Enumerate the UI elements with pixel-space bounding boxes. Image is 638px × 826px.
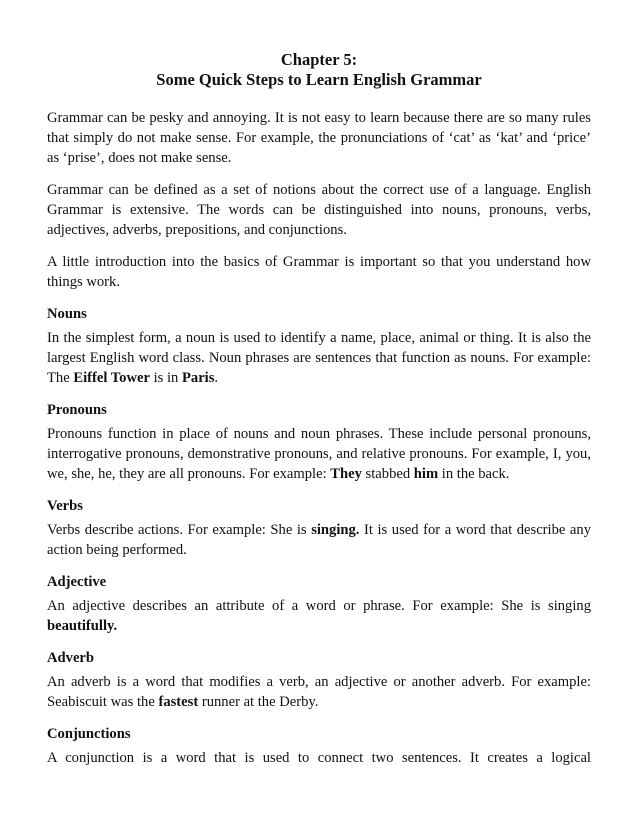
- adverb-text-1: An adverb is a word that modifies a verb, an adjective or another adverb. For example: Seabiscuit was the: [47, 674, 591, 710]
- intro-paragraph-2: Grammar can be defined as a set of notions about the correct use of a language. English Grammar is extensive. The words can be distinguished into nouns, pronouns, verbs, adjectives, adverbs, prepositions, and conjunctions.: [47, 182, 591, 238]
- nouns-paragraph: [47, 328, 591, 388]
- nouns-example-bold-1: Eiffel Tower: [73, 370, 150, 386]
- pronouns-paragraph: [47, 424, 591, 484]
- nouns-example-bold-2: Paris: [181, 370, 215, 386]
- pronouns-text-3: in the back.: [438, 466, 510, 482]
- pronouns-text-2: stabbed: [361, 466, 414, 482]
- adverb-text-2: runner at the Derby.: [198, 694, 319, 710]
- adjective-paragraph: [47, 596, 591, 636]
- chapter-subtitle: Some Quick Steps to Learn English Grammar: [156, 70, 482, 89]
- pronouns-heading: Pronouns: [47, 402, 107, 418]
- pronouns-example-bold-1: They: [330, 466, 362, 482]
- pronouns-example-bold-2: him: [413, 466, 439, 482]
- conjunctions-text-1: A conjunction is a word that is used to connect two sentences. It creates a logical: [47, 750, 591, 766]
- verbs-example-bold-1: singing.: [311, 522, 360, 538]
- nouns-text-1: In the simplest form, a noun is used to identify a name, place, animal or thing. It is also the largest English word class. Noun phrases are sentences that function as nouns. For example: The: [47, 330, 591, 386]
- adverb-example-bold-1: fastest: [158, 694, 199, 710]
- adverb-heading: Adverb: [47, 650, 95, 666]
- intro-paragraph-3: A little introduction into the basics of Grammar is important so that you understand how things work.: [47, 254, 591, 290]
- chapter-number: Chapter 5:: [280, 50, 358, 69]
- adjective-heading: Adjective: [47, 574, 107, 590]
- conjunctions-heading: Conjunctions: [47, 726, 131, 742]
- adverb-paragraph: [47, 672, 591, 712]
- verbs-paragraph: [47, 520, 591, 560]
- verbs-text-1: Verbs describe actions. For example: She is: [47, 522, 312, 538]
- verbs-text-2: It is used for a word that describe any action being performed.: [47, 522, 592, 558]
- chapter-title: [47, 50, 591, 90]
- adjective-text-1: An adjective describes an attribute of a word or phrase. For example: She is singing: [47, 598, 591, 614]
- intro-paragraph-1: Grammar can be pesky and annoying. It is not easy to learn because there are so many rules that simply do not make sense. For example, the pronunciations of ‘cat’ as ‘kat’ and ‘price’ as ‘prise’, does not make sense.: [47, 110, 591, 166]
- conjunctions-paragraph: [47, 748, 591, 768]
- pronouns-text-1: Pronouns function in place of nouns and noun phrases. These include personal pronouns, interrogative pronouns, demonstrative pronouns, and relative pronouns. For example, I, you, we, she, he, they are all pronouns. For example:: [47, 426, 591, 482]
- adjective-example-bold-1: beautifully.: [47, 618, 118, 634]
- nouns-text-2: is in: [149, 370, 182, 386]
- nouns-heading: Nouns: [47, 306, 87, 322]
- nouns-text-3: .: [214, 370, 219, 386]
- verbs-heading: Verbs: [47, 498, 83, 514]
